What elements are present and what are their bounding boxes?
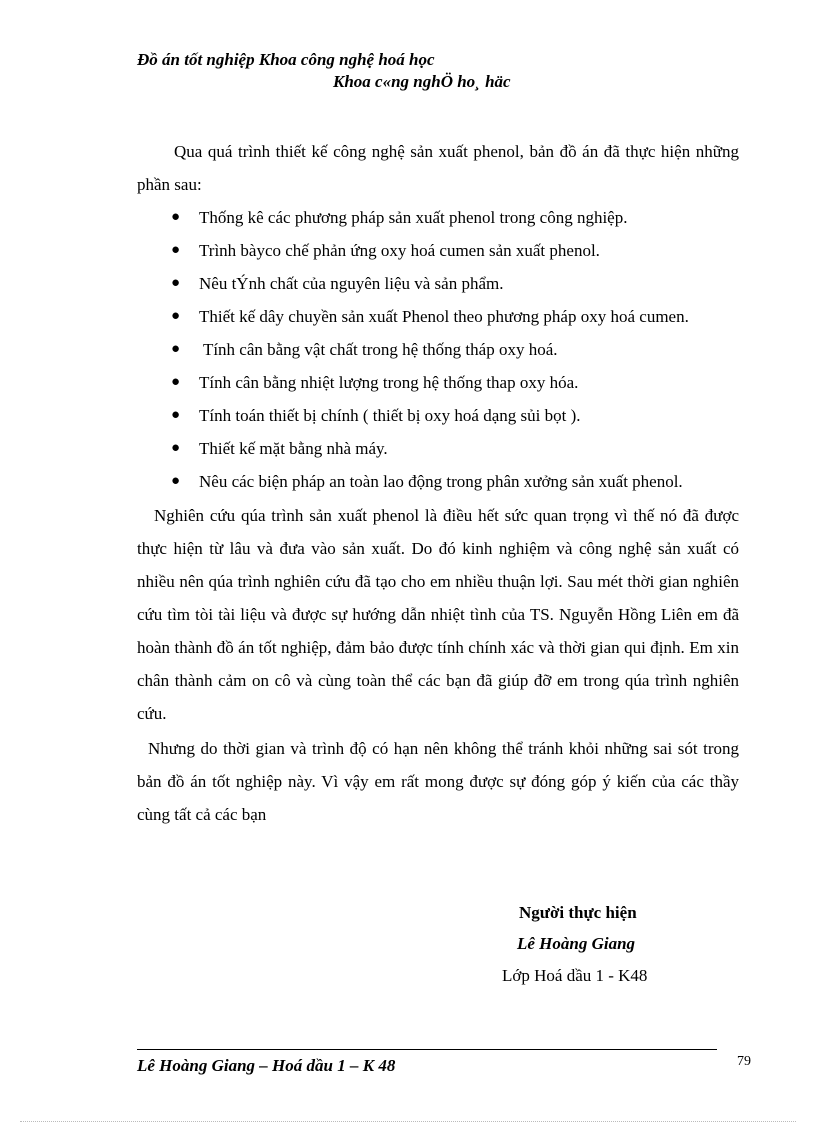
footer-divider [137, 1049, 717, 1050]
list-item-text: Tính cân bằng nhiệt lượng trong hệ thống thap oxy hóa. [199, 373, 579, 392]
bullet-icon: ● [171, 341, 181, 357]
list-item [137, 234, 739, 267]
list-item-text: Trình bàyco chế phản ứng oxy hoá cumen sản xuất phenol. [199, 241, 600, 260]
header-line-1: Đồ án tốt nghiệp Khoa công nghệ hoá học [137, 50, 435, 69]
list-item [137, 465, 739, 498]
closing-paragraph: Nhưng do thời gian và trình độ có hạn nên không thể tránh khỏi những sai sót trong bản đồ án tốt nghiệp này. Vì vậy em rất mong được sự đóng góp ý kiến của các thầy cùng tất cả các bạn [137, 739, 739, 824]
bullet-icon: ● [171, 374, 181, 390]
list-item [137, 333, 739, 366]
list-item-text: Thiết kế dây chuyền sản xuất Phenol theo phương pháp oxy hoá cumen. [199, 307, 689, 326]
list-item [137, 201, 739, 234]
list-item-text: Tính toán thiết bị chính ( thiết bị oxy hoá dạng sủi bọt ). [199, 406, 581, 425]
list-item [137, 267, 739, 300]
bullet-icon: ● [171, 242, 181, 258]
signature-class: Lớp Hoá dầu 1 - K48 [502, 966, 648, 985]
list-item-text: Nêu tÝnh chất của nguyên liệu và sản phẩm. [199, 274, 504, 293]
page-edge-divider [20, 1121, 796, 1122]
list-item [137, 300, 739, 333]
page-number: 79 [737, 1054, 751, 1069]
list-item-text: Thống kê các phương pháp sản xuất phenol trong công nghiệp. [199, 208, 628, 227]
footer-text: Lê Hoàng Giang – Hoá dầu 1 – K 48 [137, 1056, 396, 1075]
list-item-text: Nêu các biện pháp an toàn lao động trong phân xưởng sản xuất phenol. [199, 472, 683, 491]
list-item [137, 432, 739, 465]
signature-name: Lê Hoàng Giang [517, 934, 636, 953]
list-item [137, 366, 739, 399]
body-content [137, 135, 739, 831]
bullet-icon: ● [171, 275, 181, 291]
intro-paragraph: Qua quá trình thiết kế công nghệ sản xuất phenol, bản đồ án đã thực hiện những phần sau: [137, 142, 739, 194]
summary-list [137, 201, 739, 498]
bullet-icon: ● [171, 209, 181, 225]
bullet-icon: ● [171, 308, 181, 324]
list-item-text: Tính cân bằng vật chất trong hệ thống tháp oxy hoá. [199, 340, 558, 359]
bullet-icon: ● [171, 407, 181, 423]
header-line-2: Khoa c«ng nghÖ ho¸ häc [333, 72, 511, 91]
acknowledgement-paragraph: Nghiên cứu qúa trình sản xuất phenol là điều hết sức quan trọng vì thế nó đã được thực hiện từ lâu và đưa vào sản xuất. Do đó kinh nghiệm và công nghệ sản xuất có nhiều nên qúa trình nghiên cứu đã tạo cho em nhiều thuận lợi. Sau mét thời gian nghiên cứu tìm tòi tài liệu và được sự hướng dẫn nhiệt tình của TS. Nguyễn Hồng Liên em đã hoàn thành đồ án tốt nghiệp, đảm bảo được tính chính xác và thời gian qui định. Em xin chân thành cảm on cô và cùng toàn thể các bạn đã giúp đỡ em trong qúa trình nghiên cứu. [137, 506, 739, 723]
bullet-icon: ● [171, 473, 181, 489]
bullet-icon: ● [171, 440, 181, 456]
list-item-text: Thiết kế mặt bằng nhà máy. [199, 439, 388, 458]
signature-role: Người thực hiện [519, 903, 637, 922]
list-item [137, 399, 739, 432]
